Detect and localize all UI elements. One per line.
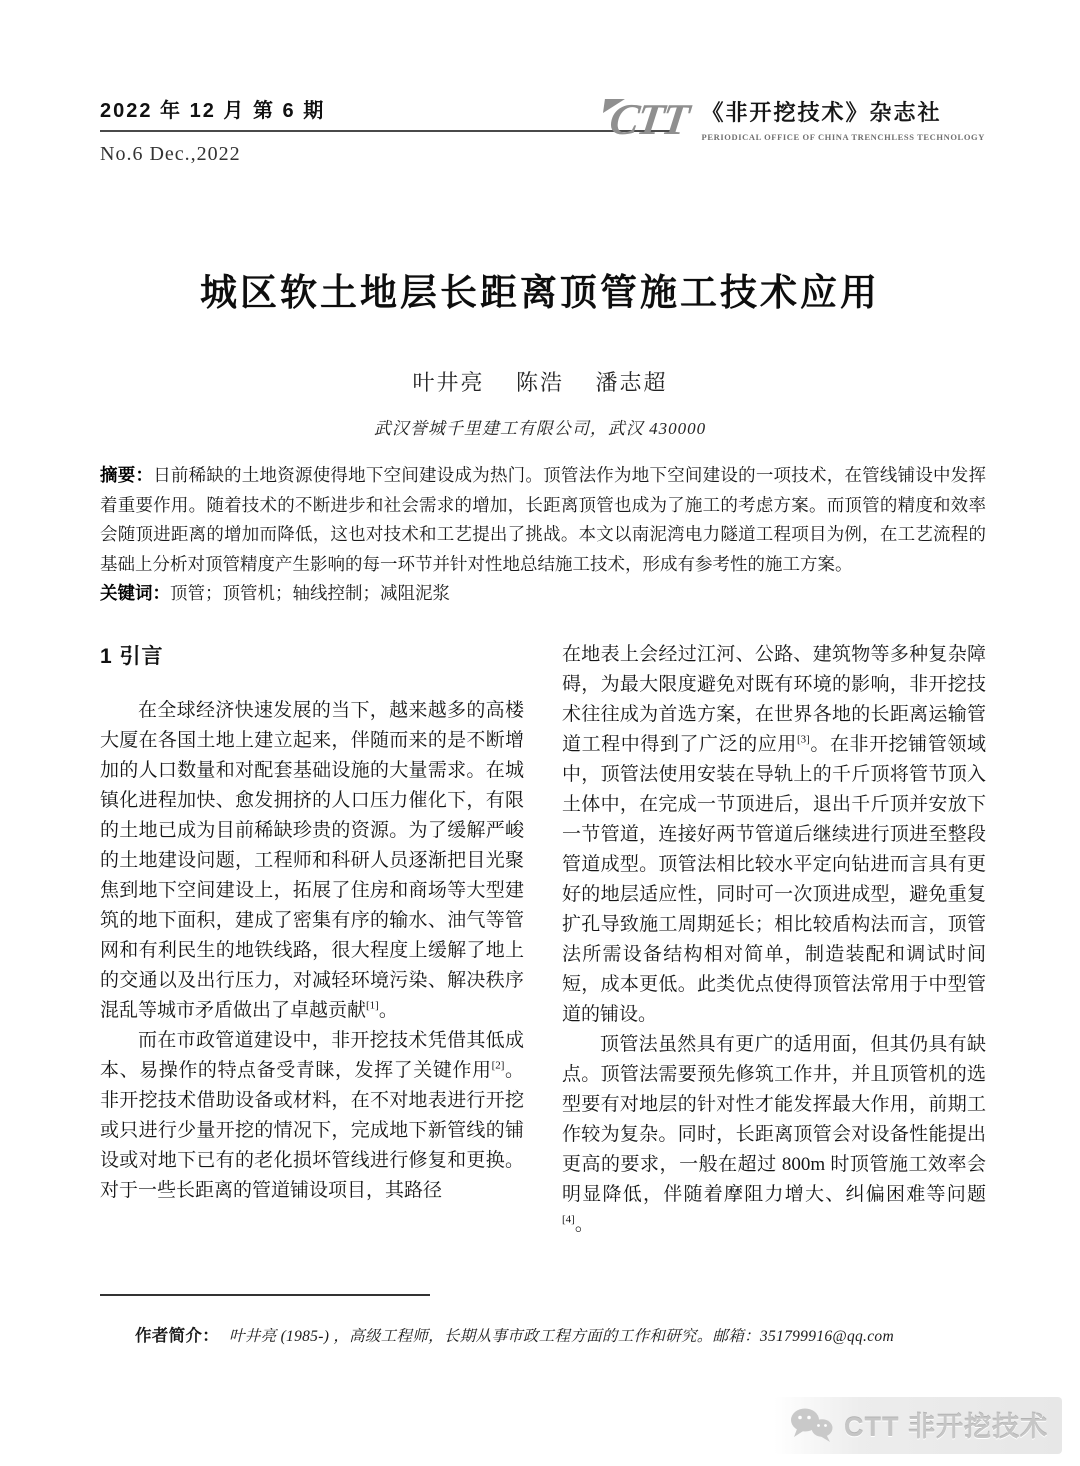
keywords-label: 关键词：	[100, 583, 170, 603]
paragraph	[562, 1030, 986, 1240]
paragraph-text: 。	[378, 1000, 398, 1021]
authors-line	[0, 366, 1080, 397]
author-bio	[135, 1322, 935, 1346]
citation-ref: [4]	[562, 1213, 575, 1226]
abstract-block	[100, 461, 986, 579]
paragraph	[100, 1026, 524, 1206]
journal-name-en: PERIODICAL OFFICE OF CHINA TRENCHLESS TECHNOLOGY	[701, 132, 985, 142]
paragraph-text: 。在非开挖铺管领域中，顶管法使用安装在导轨上的千斤顶将管节顶入土体中，在完成一节顶进后，退出千斤顶并安放下一节管道，连接好两节管道后继续进行顶进至整段管道成型。顶管法相比较水平定向钻进而言具有更好的地层适应性，同时可一次顶进成型，避免重复扩孔导致施工周期延长；相比较盾构法而言，顶管法所需设备结构相对简单，制造装配和调试时间短，成本更低。此类优点使得顶管法常用于中型管道的铺设。	[562, 734, 986, 1025]
section-1-heading: 1 引言	[100, 645, 164, 668]
footnote-rule	[100, 1294, 430, 1296]
citation-ref: [2]	[491, 1059, 505, 1072]
citation-ref: [1]	[366, 999, 379, 1012]
paragraph-text: 在全球经济快速发展的当下，越来越多的高楼大厦在各国土地上建立起来，伴随而来的是不断增加的人口数量和对配套基础设施的大量需求。在城镇化进程加快、愈发拥挤的人口压力催化下，有限的土地已成为目前稀缺珍贵的资源。为了缓解严峻的土地建设问题，工程师和科研人员逐渐把目光聚焦到地下空间建设上，拓展了住房和商场等大型建筑的地下面积，建成了密集有序的输水、油气等管网和有利民生的地铁线路，很大程度上缓解了地上的交通以及出行压力，对减轻环境污染、解决秩序混乱等城市矛盾做出了卓越贡献	[100, 700, 524, 1021]
paragraph	[562, 640, 986, 1030]
wechat-icon	[788, 1406, 834, 1444]
logo-triangle-icon	[603, 99, 625, 113]
author-name: 叶井亮	[412, 370, 485, 395]
paragraph-text: 。非开挖技术借助设备或材料，在不对地表进行开挖或只进行少量开挖的情况下，完成地下新管线的铺设或对地下已有的老化损坏管线进行修复和更换。对于一些长距离的管道铺设项目，其路径	[100, 1060, 524, 1201]
paragraph-text: 。	[574, 1214, 594, 1235]
paragraph-text: 顶管法虽然具有更广的适用面，但其仍具有缺点。顶管法需要预先修筑工作井，并且顶管机的选型要有对地层的针对性才能发挥最大作用，前期工作较为复杂。同时，长距离顶管会对设备性能提出更高的要求，一般在超过 800m 时顶管施工效率会明显降低，伴随着摩阻力增大、纠偏困难等问题	[562, 1034, 986, 1205]
keywords-block	[100, 580, 986, 605]
page-header	[100, 94, 985, 166]
author-name: 潘志超	[595, 370, 668, 395]
left-column	[100, 640, 524, 1240]
affiliation: 武汉誉城千里建工有限公司，武汉 430000	[373, 419, 707, 438]
article-title: 城区软土地层长距离顶管施工技术应用	[200, 273, 880, 314]
issue-number-cn: 2022 年 12 月 第 6 期	[100, 100, 326, 122]
watermark-banner	[774, 1397, 1062, 1454]
paragraph	[100, 696, 524, 1026]
journal-masthead	[607, 95, 985, 144]
paragraph-text: 在地表上会经过江河、公路、建筑物等多种复杂障碍，为最大限度避免对既有环境的影响，非开挖技术往往成为首选方案，在世界各地的长距离运输管道工程中得到了广泛的应用	[562, 644, 986, 755]
abstract-label: 摘要：	[100, 465, 154, 485]
watermark-text: CTT 非开挖技术	[844, 1412, 1048, 1442]
journal-name: 《非开挖技术》杂志社	[701, 100, 942, 125]
author-bio-label: 作者简介：	[135, 1327, 219, 1345]
ctt-logo	[607, 95, 692, 144]
abstract-text: 日前稀缺的土地资源使得地下空间建设成为热门。顶管法作为地下空间建设的一项技术，在管线铺设中发挥着重要作用。随着技术的不断进步和社会需求的增加，长距离顶管也成为了施工的考虑方案。而顶管的精度和效率会随顶进距离的增加而降低，这也对技术和工艺提出了挑战。本文以南泥湾电力隧道工程项目为例，在工艺流程的基础上分析对顶管精度产生影响的每一环节并针对性地总结施工技术，形成有参考性的施工方案。	[100, 465, 987, 574]
keywords-text: 顶管；顶管机；轴线控制；减阻泥浆	[170, 583, 450, 603]
author-name: 陈浩	[515, 370, 564, 395]
author-bio-text: 叶井亮 (1985-) ，高级工程师，长期从事市政工程方面的工作和研究。邮箱：351799916@qq.com	[229, 1328, 894, 1345]
header-rule	[100, 130, 675, 132]
issue-number-en: No.6 Dec.,2022	[100, 143, 241, 165]
right-column	[562, 640, 986, 1240]
citation-ref: [3]	[796, 733, 810, 746]
journal-name-block	[702, 96, 985, 142]
paragraph-text: 而在市政管道建设中，非开挖技术凭借其低成本、易操作的特点备受青睐，发挥了关键作用	[100, 1030, 524, 1081]
ctt-logo-text: CTT	[607, 95, 692, 144]
body-columns	[100, 640, 986, 1240]
